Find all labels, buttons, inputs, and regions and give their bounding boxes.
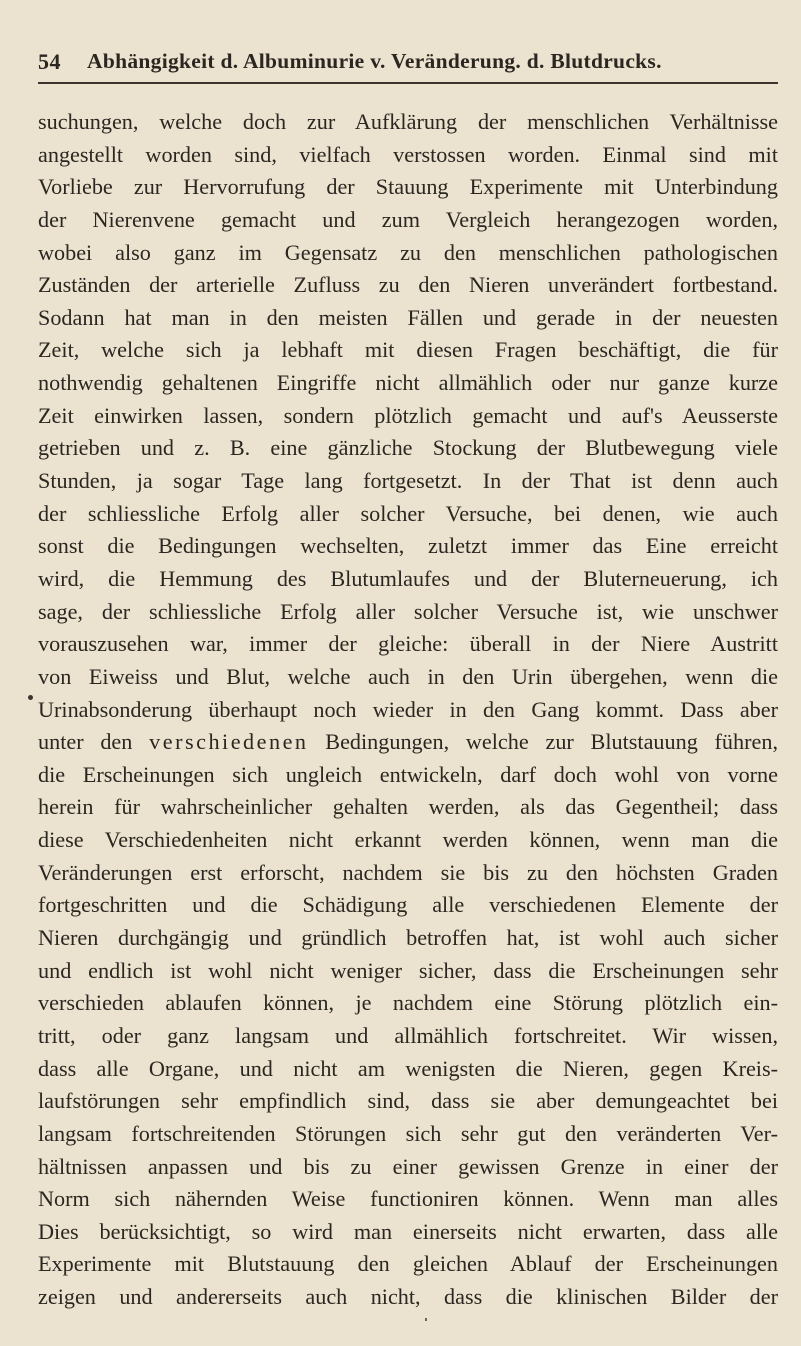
text-line: getrieben und z. B. eine gänzliche Stockung der Blutbewegung viele [38,435,778,461]
text-line: von Eiweiss und Blut, welche auch in den Urin übergehen, wenn die [38,663,778,689]
text-line: dass alle Organe, und nicht am wenigsten die Nieren, gegen Kreis- [38,1055,778,1081]
text-line: Urinabsonderung überhaupt noch wieder in den Gang kommt. Dass aber [38,696,778,722]
print-speck [425,1318,427,1321]
text-line: Dies berücksichtigt, so wird man einerseits nicht erwarten, dass alle [38,1218,778,1244]
text-line: sage, der schliessliche Erfolg aller solcher Versuche ist, wie unschwer [38,598,778,624]
text-line: langsam fortschreitenden Störungen sich sehr gut den veränderten Ver- [38,1120,778,1146]
text-before-emphasis: unter den [38,729,150,755]
text-line: Stunden, ja sogar Tage lang fortgesetzt. In der That ist denn auch [38,468,778,494]
text-line: angestellt worden sind, vielfach verstossen worden. Einmal sind mit [38,141,778,167]
text-line: wobei also ganz im Gegensatz zu den menschlichen pathologischen [38,239,778,265]
text-line: hältnissen anpassen und bis zu einer gewissen Grenze in einer der [38,1153,778,1179]
page-header [38,46,778,84]
text-line: tritt, oder ganz langsam und allmählich fortschreitet. Wir wissen, [38,1022,778,1048]
text-line: diese Verschiedenheiten nicht erkannt werden können, wenn man die [38,827,778,853]
text-line: Vorliebe zur Hervorrufung der Stauung Experimente mit Unterbindung [38,174,778,200]
text-line: Zeit einwirken lassen, sondern plötzlich gemacht und auf's Aeusserste [38,402,778,428]
text-line: der schliessliche Erfolg aller solcher Versuche, bei denen, wie auch [38,500,778,526]
text-line: Nieren durchgängig und gründlich betroffen hat, ist wohl auch sicher [38,925,778,951]
text-line: Zeit, welche sich ja lebhaft mit diesen Fragen beschäftigt, die für [38,337,778,363]
text-line: zeigen und andererseits auch nicht, dass die klinischen Bilder der [38,1284,778,1310]
text-line: sonst die Bedingungen wechselten, zuletzt immer das Eine erreicht [38,533,778,559]
text-line: Experimente mit Blutstauung den gleichen Ablauf der Erscheinungen [38,1251,778,1277]
text-line: fortgeschritten und die Schädigung alle verschiedenen Elemente der [38,892,778,918]
text-line: laufstörungen sehr empfindlich sind, dass sie aber demungeachtet bei [38,1088,778,1114]
text-line: vorauszusehen war, immer der gleiche: überall in der Niere Austritt [38,631,778,657]
text-line: und endlich ist wohl nicht weniger sicher, dass die Erscheinungen sehr [38,957,778,983]
text-line: Sodann hat man in den meisten Fällen und gerade in der neuesten [38,304,778,330]
text-line: die Erscheinungen sich ungleich entwickeln, darf doch wohl von vorne [38,761,778,787]
text-line: suchungen, welche doch zur Aufklärung der menschlichen Verhältnisse [38,109,778,134]
text-line-spaced [38,726,778,759]
text-line: verschieden ablaufen können, je nachdem eine Störung plötzlich ein- [38,990,778,1016]
text-line: nothwendig gehaltenen Eingriffe nicht allmählich oder nur ganze kurze [38,370,778,396]
emphasized-word: verschiedenen [149,729,309,755]
text-line: Norm sich nähernden Weise functioniren können. Wenn man alles [38,1186,778,1212]
text-after-emphasis: Bedingungen, welche zur Blutstauung führen, [308,729,778,755]
body-text [38,106,778,1314]
margin-mark [28,695,33,700]
page-number: 54 [38,49,61,74]
running-head: Abhängigkeit d. Albuminurie v. Veränderung. d. Blutdrucks. [87,49,662,73]
text-line: Veränderungen erst erforscht, nachdem sie bis zu den höchsten Graden [38,859,778,885]
text-line: wird, die Hemmung des Blutumlaufes und der Bluterneuerung, ich [38,565,778,591]
text-line: herein für wahrscheinlicher gehalten werden, als das Gegentheil; dass [38,794,778,820]
text-line: Zuständen der arterielle Zufluss zu den Nieren unverändert fortbestand. [38,272,778,298]
text-line: der Nierenvene gemacht und zum Vergleich herangezogen worden, [38,206,778,232]
